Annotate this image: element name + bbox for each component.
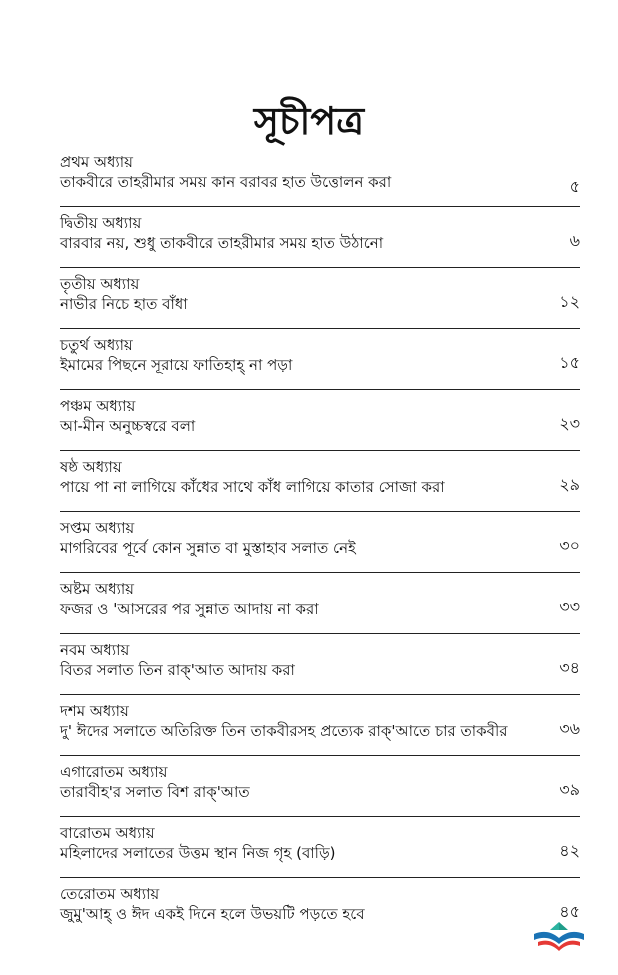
page-number: ৩০ [559, 536, 580, 555]
entry-divider [60, 450, 580, 451]
toc-entry [60, 511, 580, 558]
entry-divider [60, 694, 580, 695]
open-book-icon [532, 918, 586, 954]
chapter-title: সপ্তম অধ্যায় [60, 519, 135, 537]
chapter-title: বারোতম অধ্যায় [60, 824, 155, 842]
entry-divider [60, 206, 580, 207]
chapter-description: বিতর সলাত তিন রাক্'আত আদায় করা [60, 661, 295, 679]
chapter-title: প্রথম অধ্যায় [60, 153, 133, 171]
chapter-title: দ্বিতীয় অধ্যায় [60, 214, 142, 232]
chapter-title: ষষ্ঠ অধ্যায় [60, 458, 122, 476]
entry-divider [60, 633, 580, 634]
chapter-title: তৃতীয় অধ্যায় [60, 275, 140, 293]
chapter-description: নাভীর নিচে হাত বাঁধা [60, 295, 188, 313]
chapter-description: বারবার নয়, শুধু তাকবীরে তাহরীমার সময় হাত উঠানো [60, 234, 384, 252]
page-number: ১২ [559, 292, 580, 311]
table-of-contents [60, 152, 580, 938]
toc-entry [60, 389, 580, 436]
chapter-description: তারাবীহ'র সলাত বিশ রাক্'আত [60, 783, 250, 801]
page-number: ১৫ [559, 353, 580, 372]
page-number: ৫ [569, 177, 580, 196]
page-number: ৩৩ [559, 597, 580, 616]
chapter-title: নবম অধ্যায় [60, 641, 130, 659]
chapter-description: তাকবীরে তাহরীমার সময় কান বরাবর হাত উত্তোলন করা [60, 173, 392, 191]
page-title: সূচীপত্র [253, 98, 365, 143]
entry-divider [60, 816, 580, 817]
entry-divider [60, 572, 580, 573]
page-number: ২৯ [559, 475, 580, 494]
chapter-description: ইমামের পিছনে সূরায়ে ফাতিহাহ্ না পড়া [60, 356, 293, 374]
chapter-title: দশম অধ্যায় [60, 702, 129, 720]
entry-divider [60, 267, 580, 268]
page-number: ৩৬ [559, 719, 580, 738]
toc-entry [60, 694, 580, 741]
toc-entry [60, 633, 580, 680]
toc-entry [60, 877, 580, 924]
page-number: ৪৫ [559, 902, 580, 921]
chapter-description: দু' ঈদের সলাতে অতিরিক্ত তিন তাকবীরসহ প্রত্যেক রাক্'আতে চার তাকবীর [60, 722, 508, 740]
page-number: ৩৯ [559, 780, 580, 799]
toc-entry [60, 816, 580, 863]
chapter-title: পঞ্চম অধ্যায় [60, 397, 136, 415]
toc-entry [60, 755, 580, 802]
page-number: ৩৪ [559, 658, 580, 677]
chapter-title: এগারোতম অধ্যায় [60, 763, 168, 781]
page-number: ২৩ [559, 414, 580, 433]
entry-divider [60, 755, 580, 756]
chapter-title: চতুর্থ অধ্যায় [60, 336, 133, 354]
page-number: ৬ [569, 231, 580, 250]
entry-divider [60, 328, 580, 329]
chapter-description: জুমু'আহ্ ও ঈদ একই দিনে হলে উভয়টি পড়তে হবে [60, 905, 365, 923]
entry-divider [60, 511, 580, 512]
page-number: ৪২ [559, 841, 580, 860]
chapter-description: মাগরিবের পূর্বে কোন সুন্নাত বা মুস্তাহাব সলাত নেই [60, 539, 356, 557]
toc-entry [60, 267, 580, 314]
chapter-description: পায়ে পা না লাগিয়ে কাঁধের সাথে কাঁধ লাগিয়ে কাতার সোজা করা [60, 478, 445, 496]
toc-entry [60, 328, 580, 375]
entry-divider [60, 389, 580, 390]
chapter-description: ফজর ও 'আসরের পর সুন্নাত আদায় না করা [60, 600, 319, 618]
chapter-description: মহিলাদের সলাতের উত্তম স্থান নিজ গৃহ (বাড়ি) [60, 844, 336, 862]
chapter-title: তেরোতম অধ্যায় [60, 885, 160, 903]
toc-entry [60, 152, 580, 196]
chapter-description: আ-মীন অনুচ্চস্বরে বলা [60, 417, 196, 435]
toc-entry [60, 206, 580, 253]
chapter-title: অষ্টম অধ্যায় [60, 580, 135, 598]
toc-entry [60, 450, 580, 497]
toc-entry [60, 572, 580, 619]
entry-divider [60, 877, 580, 878]
